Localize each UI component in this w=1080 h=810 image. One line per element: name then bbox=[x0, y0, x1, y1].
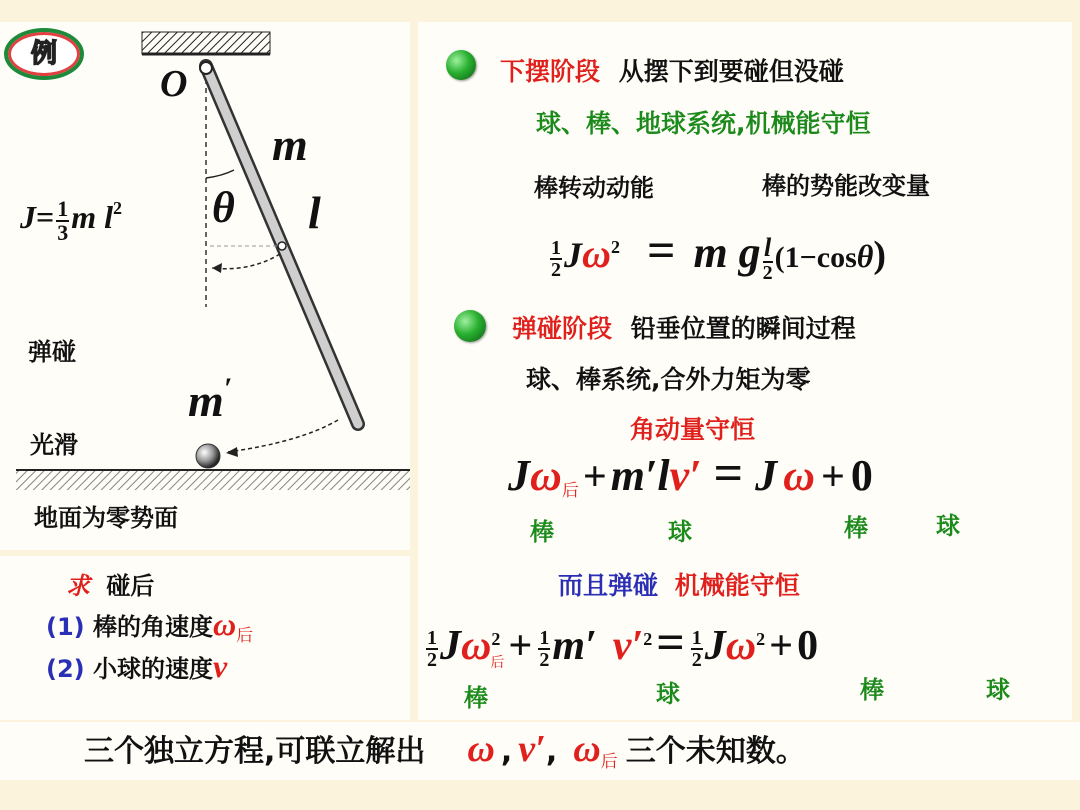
ball bbox=[196, 444, 220, 468]
section1-label-right: 棒的势能改变量 bbox=[762, 172, 930, 200]
example-badge-label: 例 bbox=[30, 39, 57, 69]
eq3-label-rod-2: 棒 bbox=[860, 676, 884, 704]
section2-bullet-icon bbox=[454, 310, 486, 342]
section2-system: 球、棒系统,合外力矩为零 bbox=[526, 365, 811, 394]
section1-label-left: 棒转动动能 bbox=[534, 174, 654, 202]
eq2-label-rod-2: 棒 bbox=[844, 514, 868, 542]
section1-title-line: 下摆阶段 从摆下到要碰但没碰 bbox=[500, 57, 844, 86]
angular-momentum-equation: $J\omega_后+m'lv' = J$ ω + 0 bbox=[508, 445, 873, 502]
inertia-formula: J= $\frac{1}{3}$ m $l^2$ bbox=[20, 195, 123, 245]
swing-arrow-top bbox=[212, 254, 280, 269]
eq3-label-ball-1: 球 bbox=[656, 680, 680, 708]
rod-center-point bbox=[278, 242, 286, 250]
rod-mass-label: m bbox=[272, 119, 308, 170]
pivot-label: O bbox=[160, 63, 188, 105]
ground-surface bbox=[16, 470, 410, 490]
conclusion-text: 三个独立方程,可联立解出 ω , v′, $\omega_后$ 三个未知数。 bbox=[84, 728, 806, 772]
ask-title: 求 碰后 bbox=[66, 572, 155, 600]
section1-system: 球、棒、地球系统,机械能守恒 bbox=[536, 109, 871, 138]
eq2-label-rod-1: 棒 bbox=[530, 518, 554, 546]
smooth-label: 光滑 bbox=[30, 431, 78, 459]
ground-label: 地面为零势面 bbox=[34, 504, 178, 532]
ceiling-support bbox=[142, 32, 270, 54]
energy-equation: $\frac{1}{2}$ $J\omega^2 = m$ g $\frac{l}{2}$ (1−cosθ) bbox=[551, 222, 887, 284]
kinetic-energy-equation: $\frac{1}{2}$ $J\omega^2$后+ $\frac{1}{2}$ m′ $v'^2=$ $\frac{1}{2}$ $J\omega^2+0$ bbox=[427, 614, 819, 672]
theta-label: θ bbox=[212, 183, 235, 232]
section2-conserve: 角动量守恒 bbox=[630, 415, 756, 444]
section2-title-line: 弹碰阶段 铅垂位置的瞬间过程 bbox=[512, 314, 856, 343]
ball-mass-label: m′ bbox=[188, 372, 233, 426]
theta-arc bbox=[206, 170, 234, 178]
ask-item-1: (1) 棒的角速度$\omega_后$ bbox=[46, 606, 254, 646]
swing-arrow-bottom bbox=[228, 420, 338, 452]
ask-item-2: (2) 小球的速度v bbox=[46, 648, 228, 684]
eq2-label-ball-1: 球 bbox=[668, 518, 692, 546]
elastic-collision-label: 弹碰 bbox=[28, 338, 76, 366]
eq3-label-rod-1: 棒 bbox=[464, 684, 488, 712]
eq3-label-ball-2: 球 bbox=[986, 676, 1010, 704]
section1-bullet-icon bbox=[446, 50, 476, 80]
eq2-label-ball-2: 球 bbox=[936, 512, 960, 540]
rod-length-label: l bbox=[308, 187, 321, 238]
section3-title: 而且弹碰 机械能守恒 bbox=[558, 571, 800, 600]
pivot-point bbox=[200, 62, 212, 74]
